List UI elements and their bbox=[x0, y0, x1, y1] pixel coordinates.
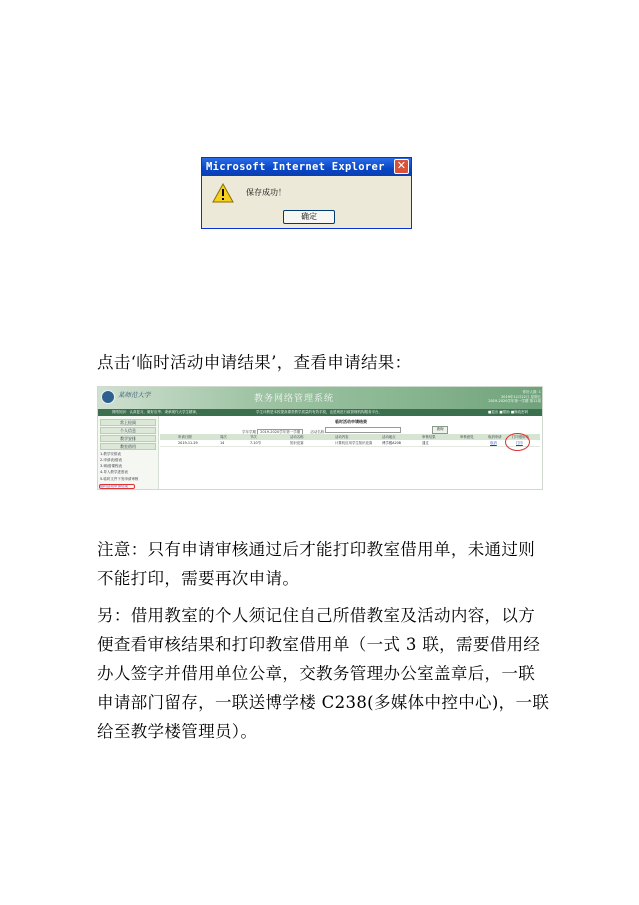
activity-input[interactable] bbox=[325, 427, 401, 433]
highlight-circle bbox=[99, 484, 135, 489]
sidebar-link[interactable]: 1.教学安排表 bbox=[100, 452, 121, 456]
user-info-line: 2019年11月22日 星期五 bbox=[501, 394, 541, 399]
extra-line: 便查看审核结果和打印教室借用单（一式 3 联，需要借用经 bbox=[97, 635, 541, 654]
notice-bar bbox=[98, 409, 543, 416]
instruction-paragraph: 点击‘临时活动申请结果’，查看申请结果： bbox=[97, 353, 412, 372]
column-header: 活动地点 bbox=[382, 435, 396, 439]
column-header: 节次 bbox=[250, 435, 257, 439]
sidebar bbox=[98, 416, 159, 490]
note-line: 不能打印，需要再次申请。 bbox=[97, 569, 300, 588]
main-panel bbox=[160, 416, 543, 490]
table-cell: 7-10节 bbox=[250, 441, 262, 445]
column-header: 打印借用单 bbox=[512, 435, 529, 439]
note-paragraph bbox=[97, 535, 535, 593]
ok-button[interactable]: 确定 bbox=[283, 210, 335, 224]
term-label: 学年学期 bbox=[242, 430, 256, 434]
sidebar-link[interactable]: 2.申请表/借表 bbox=[100, 458, 123, 462]
print-link[interactable]: 打印 bbox=[516, 441, 523, 445]
column-header: 周次 bbox=[220, 435, 227, 439]
system-banner bbox=[98, 387, 543, 409]
system-title: 教务网络管理系统 bbox=[254, 394, 335, 404]
dialog-title: Microsoft Internet Explorer bbox=[206, 161, 385, 173]
dialog-message: 保存成功！ bbox=[246, 188, 286, 197]
table-row bbox=[160, 440, 540, 447]
column-header: 申请日期 bbox=[178, 435, 192, 439]
column-header: 活动名称 bbox=[290, 435, 304, 439]
university-logo-text: 某师范大学 bbox=[118, 391, 151, 399]
highlight-ellipse bbox=[505, 433, 530, 451]
nav-actions[interactable]: ■退出 ■帮助 ■修改密码 bbox=[488, 410, 529, 414]
university-logo-icon bbox=[101, 390, 115, 404]
sidebar-link-activity-result[interactable]: 临时活动申请结果 bbox=[100, 484, 128, 488]
query-button[interactable]: 查询 bbox=[432, 426, 448, 434]
dialog-title-bar bbox=[202, 158, 411, 176]
table-cell: 2019-11-29 bbox=[178, 441, 198, 445]
extra-line: 申请部门留存，一联送博学楼 C238(多媒体中控中心)，一联 bbox=[97, 693, 550, 712]
table-cell: 博学楼A208 bbox=[382, 441, 401, 445]
column-header: 活动内容 bbox=[335, 435, 349, 439]
cancel-link[interactable]: 取消 bbox=[490, 441, 497, 445]
notice-item[interactable]: 网络知识：认真复习，做好应考；秉承现代大学生精神， bbox=[112, 410, 200, 414]
extra-paragraph bbox=[97, 601, 549, 746]
user-info bbox=[471, 390, 541, 404]
term-select[interactable]: 2019-2020学年第一学期 bbox=[257, 429, 303, 436]
extra-line: 办人签字并借用单位公章，交教务管理办公室盖章后，一联 bbox=[97, 664, 536, 683]
column-header: 审核意见 bbox=[460, 435, 474, 439]
sidebar-button[interactable]: 教室借用 bbox=[100, 443, 156, 450]
note-line: 注意：只有申请审核通过后才能打印教室借用单，未通过则 bbox=[97, 540, 536, 559]
sidebar-button[interactable]: 常上检阅 bbox=[100, 419, 156, 426]
system-screenshot bbox=[97, 386, 543, 490]
sidebar-link[interactable]: 5.临时文件下发申请审核 bbox=[100, 477, 139, 481]
table-cell: 通过 bbox=[422, 441, 429, 445]
extra-line: 给至教学楼管理员）。 bbox=[97, 722, 258, 741]
close-icon[interactable]: ✕ bbox=[394, 159, 409, 174]
column-header: 审核结果 bbox=[422, 435, 436, 439]
activity-label: 活动名称 bbox=[310, 430, 325, 434]
ie-alert-dialog bbox=[201, 157, 412, 229]
warning-icon bbox=[212, 183, 234, 203]
column-header: 取消申请 bbox=[488, 435, 502, 439]
user-info-line: 你好人数: 1 bbox=[522, 390, 541, 394]
table-cell: 知识竞赛 bbox=[290, 441, 304, 445]
sidebar-link[interactable]: 3.调/借课程表 bbox=[100, 464, 123, 468]
sidebar-link[interactable]: 4.导入教学进度表 bbox=[100, 470, 128, 474]
table-cell: 计算机应用学生知识竞赛 bbox=[335, 441, 373, 445]
panel-heading: 临时活动申请结果 bbox=[335, 419, 367, 424]
sidebar-button[interactable]: 教学安排 bbox=[100, 435, 156, 442]
notice-item[interactable]: 学生评教是本校提高课堂教学质量的有效手段，也是规范行政管理机构服务平台， bbox=[256, 410, 382, 414]
table-cell: 14 bbox=[220, 441, 225, 445]
sidebar-button[interactable]: 个人信息 bbox=[100, 427, 156, 434]
user-info-line: 2019-2020学年第一学期 第12周 bbox=[488, 399, 541, 403]
extra-line: 另：借用教室的个人须记住自己所借教室及活动内容，以方 bbox=[97, 606, 536, 625]
